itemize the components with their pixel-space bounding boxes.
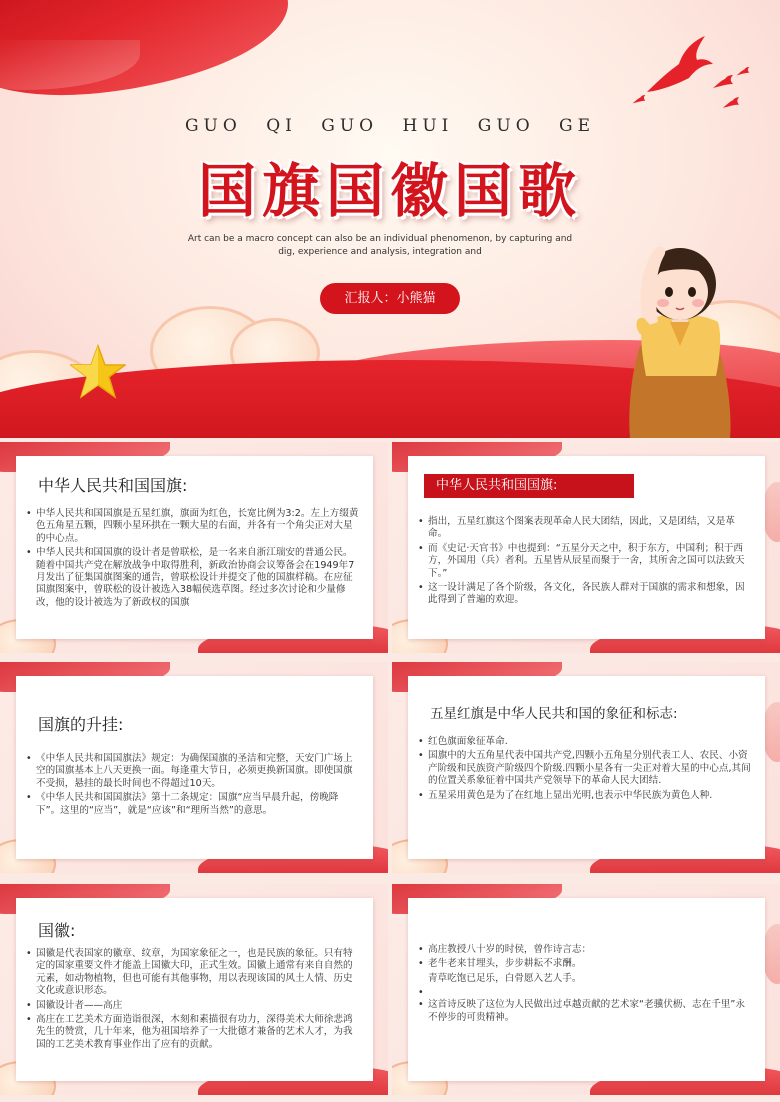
bird-icon [722, 96, 740, 110]
star-icon [70, 344, 126, 400]
content-card [408, 676, 765, 859]
content-card [16, 898, 373, 1081]
list-item: • 中华人民共和国国旗是五星红旗，旗面为红色，长宽比例为3:2。左上方缀黄色五角星五颗，四颗小星环拱在一颗大星的右面，并各有一个角尖正对大星的中心点。 [26, 508, 361, 545]
slide-national-emblem [0, 884, 388, 1095]
bird-icon [712, 74, 734, 90]
list-item: • 《中华人民共和国国旗法》规定：为确保国旗的圣洁和完整，天安门广场上空的国旗基本上八天更换一面。每逢重大节日，必须更换新国旗。即使国旗不受损，悬挂的最长时间也不得超过10天。 [26, 753, 361, 790]
bullet-list [26, 508, 361, 611]
slide-flag-meaning [392, 442, 780, 653]
girl-illustration [600, 226, 750, 438]
bird-icon [736, 66, 750, 77]
list-item: • 指出，五星红旗这个图案表现革命人民大团结，因此，又是团结，又是革命。 [418, 516, 753, 541]
bullet-list [418, 944, 753, 1026]
bird-icon [645, 34, 715, 94]
cover-slide [0, 0, 780, 438]
list-item: • 国徽是代表国家的徽章、纹章，为国家象征之一，也是民族的象征。只有特定的国家重要文件才能盖上国徽大印，正式生效。国徽上通常有来自自然的元素，如动物植物，但也可能有其他事物，用以表现该国的风土人情、历史文化或意识形态。 [26, 948, 361, 998]
slide-national-flag [0, 442, 388, 653]
list-item: • 而《史记·天官书》中也提到：“五星分天之中，积于东方，中国利；积于西方，外国用（兵）者利。五星皆从辰星而聚于一舍，其所舍之国可以法致天下。” [418, 543, 753, 580]
list-item: • 五星采用黄色是为了在红地上显出光明,也表示中华民族为黄色人种. [418, 790, 753, 802]
bullet-list [26, 948, 361, 1053]
slide-flag-symbol [392, 662, 780, 873]
cover-description: Art can be a macro concept can also be an individual phenomenon, by capturing and dig, experience and analysis, integration and [187, 234, 573, 257]
list-item: • 《中华人民共和国国旗法》第十二条规定：国旗“应当早晨升起，傍晚降下”。这里的“应当”，就是“应该”和“理所当然”的意思。 [26, 792, 361, 817]
cover-subtitle-en: GUO QI GUO HUI GUO GE [184, 116, 596, 136]
bullet-list [418, 736, 753, 804]
bird-icon [632, 94, 646, 105]
slide-title: 国徽: [38, 921, 76, 940]
cover-title: 国旗国徽国歌 [197, 157, 582, 225]
list-item: • 高庄在工艺美术方面造诣很深，木刻和素描很有功力，深得美术大师徐悲鸿先生的赞赏，几十年来，他为祖国培养了一大批德才兼备的艺术人才，为我国的工艺美术教育事业作出了应有的贡献。 [26, 1014, 361, 1051]
reporter-badge: 汇报人：小熊猫 [320, 283, 460, 314]
list-item: • 这首诗反映了这位为人民做出过卓越贡献的艺术家“老骥伏枥、志在千里”永不停步的可贵精神。 [418, 999, 753, 1024]
slide-title: 五星红旗是中华人民共和国的象征和标志: [430, 706, 678, 722]
content-card [16, 456, 373, 639]
list-item: • 中华人民共和国国旗的设计者是曾联松，是一名来自浙江瑞安的普通公民。随着中国共产党在解放战争中取得胜利，新政治协商会议筹备会在1949年7月发出了征集国旗图案的通告，曾联松设计并提交了他的国旗样稿。在应征国旗图案中，曾联松的设计被选入38幅侯选草图。经过多次讨论和少量修改，他的设计被选为了新政权的国旗 [26, 547, 361, 609]
bullet-list [26, 753, 361, 819]
slide-title: 中华人民共和国国旗: [38, 476, 188, 495]
list-item: • 国徽设计者——高庄 [26, 1000, 361, 1012]
content-card [408, 456, 765, 639]
slide-flag-raising [0, 662, 388, 873]
list-item: • 国旗中的大五角星代表中国共产党,四颗小五角星分别代表工人、农民、小资产阶级和民族资产阶级四个阶级.四颗小星各有一尖正对着大星的中心点,其间的位置关系象征着中国共产党领导下的革命人民大团结. [418, 750, 753, 787]
list-item: • 高庄教授八十岁的时侯，曾作诗言志： [418, 944, 753, 956]
list-item: • 老牛老来甘埋头，步步耕耘不求酬。 [418, 958, 753, 970]
list-item: 青草吃饱已足乐，白骨愿入艺人手。 [428, 972, 582, 984]
content-card [408, 898, 765, 1081]
slide-title: 国旗的升挂: [38, 715, 124, 734]
list-item: • 这一设计满足了各个阶级，各文化，各民族人群对于国旗的需求和想象，因此得到了普遍的欢迎。 [418, 582, 753, 607]
content-card [16, 676, 373, 859]
slide-title: 中华人民共和国国旗: [424, 474, 634, 498]
bullet-list [418, 516, 753, 609]
spacer [418, 987, 753, 997]
list-item: • 红色旗面象征革命. [418, 736, 753, 748]
slide-gao-zhuang-poem [392, 884, 780, 1095]
